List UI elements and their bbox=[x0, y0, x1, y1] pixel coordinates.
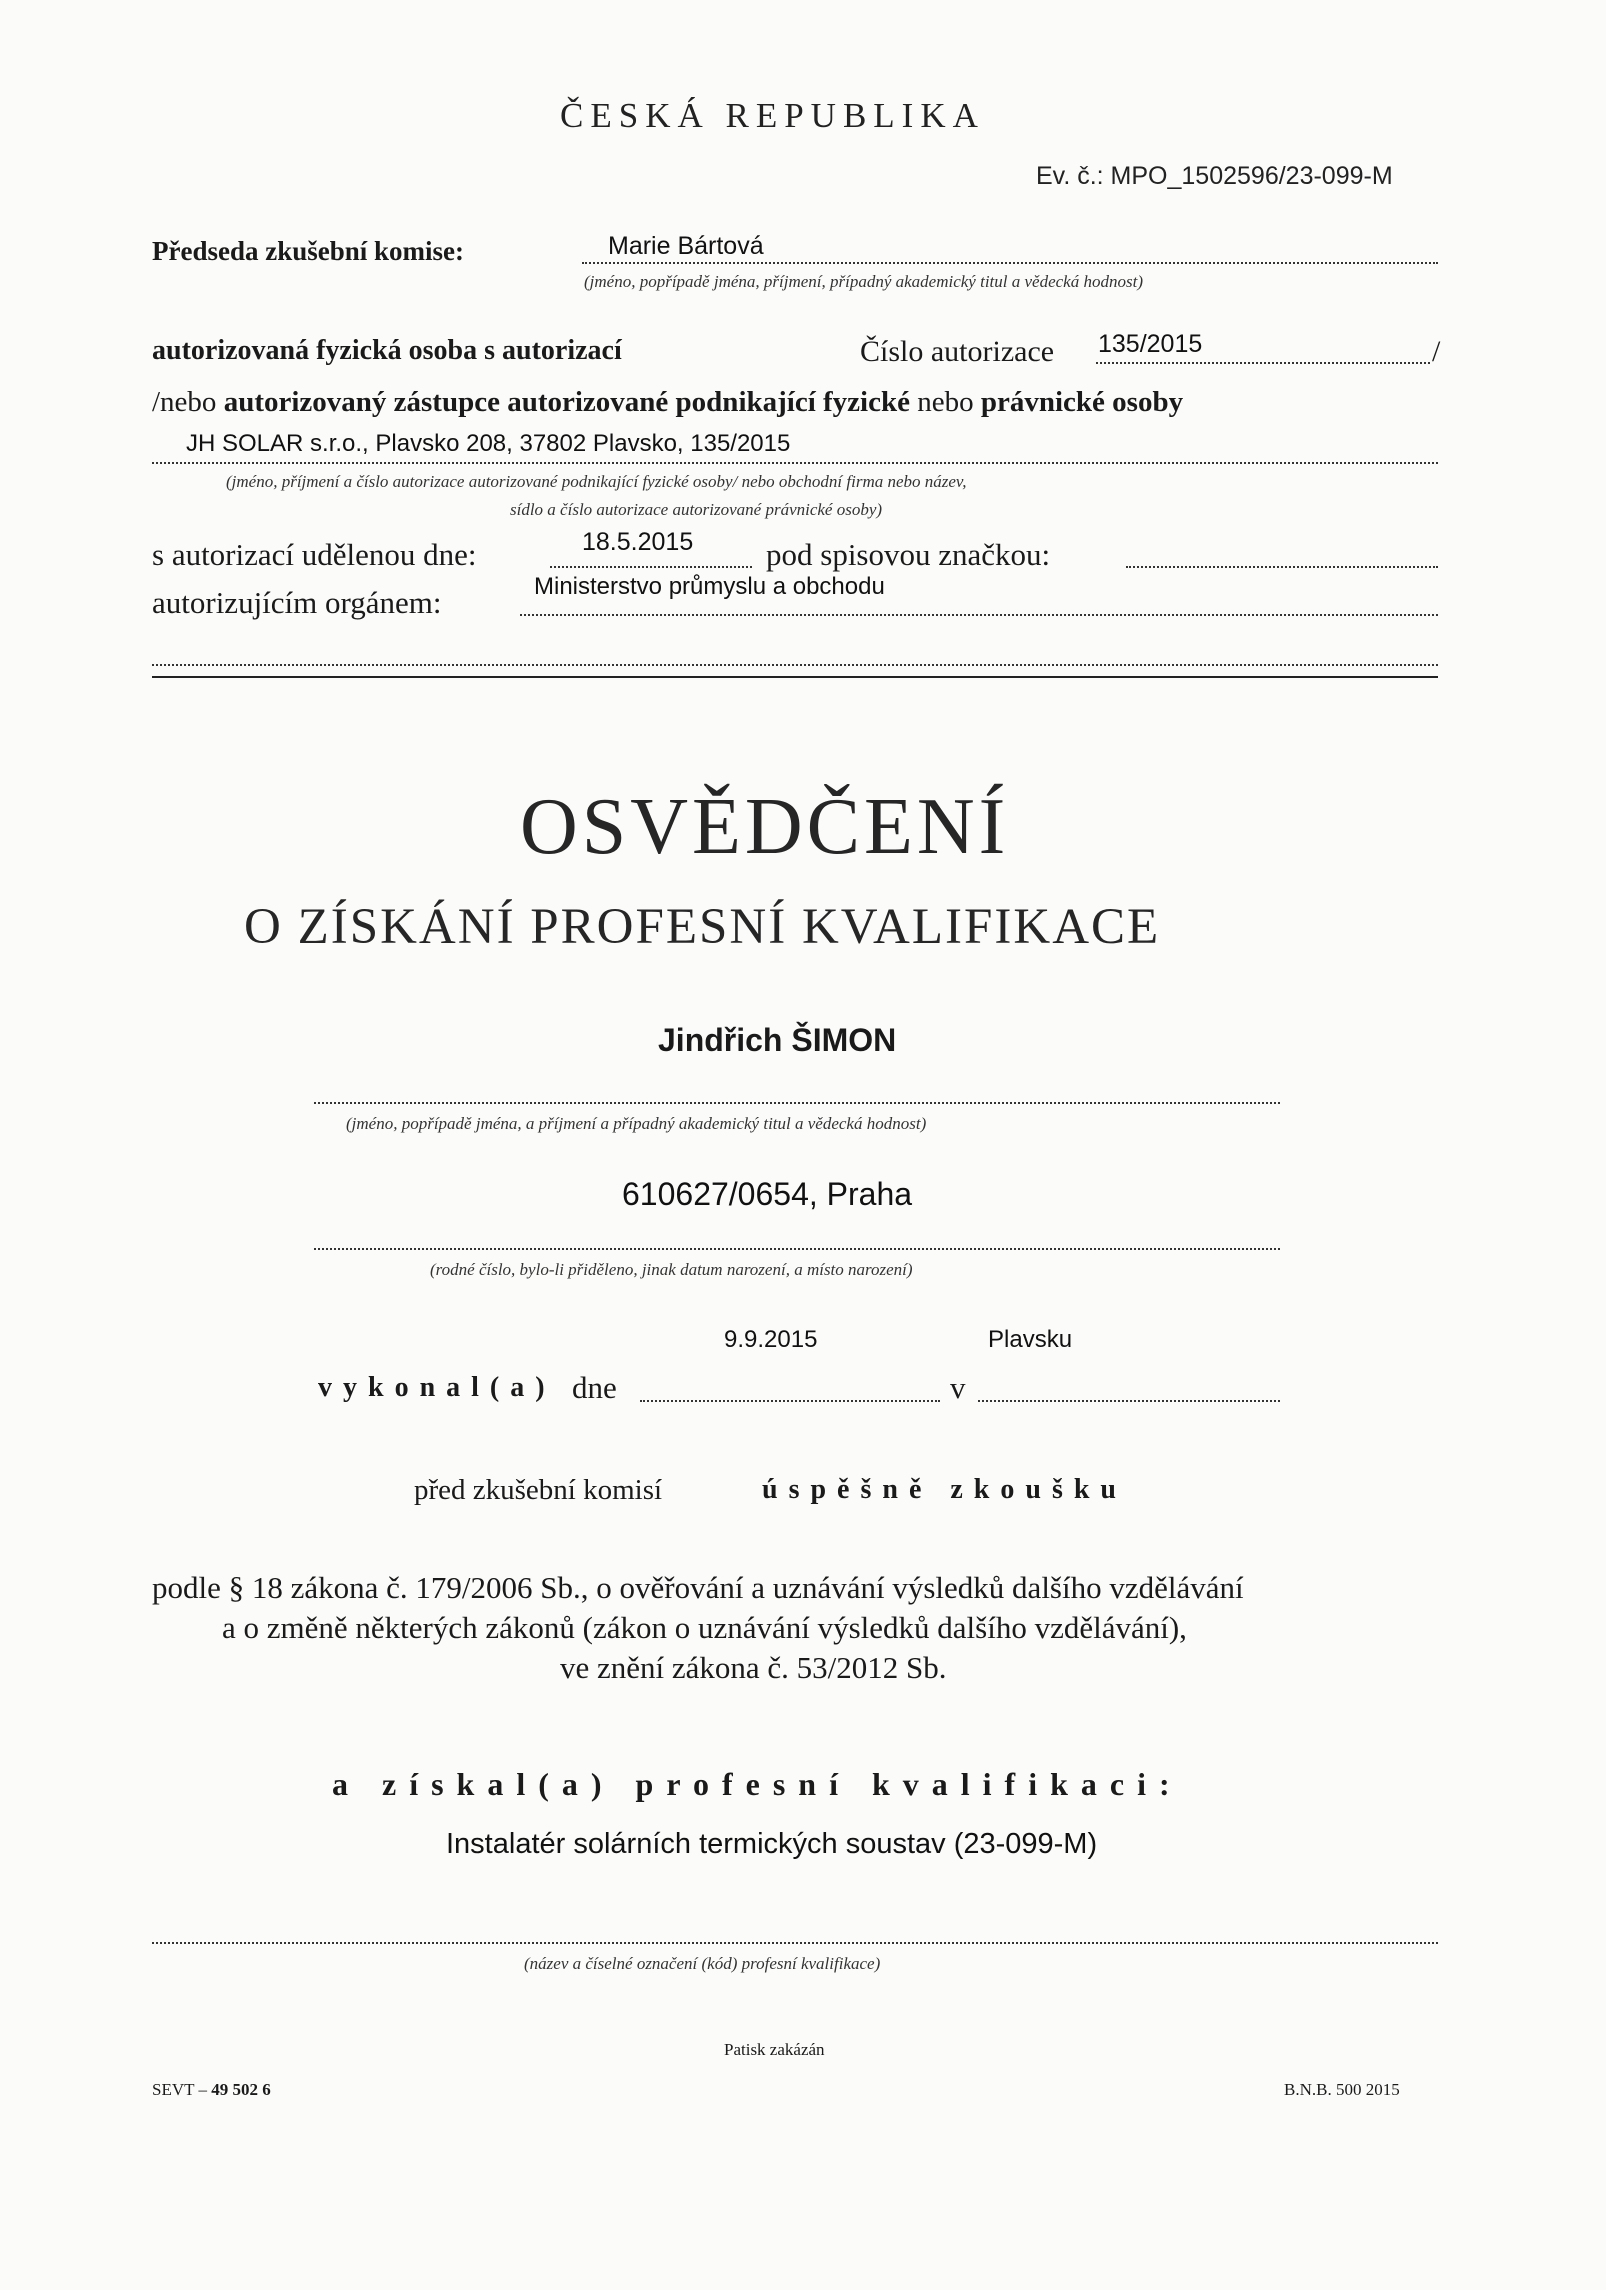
v-label: v bbox=[950, 1370, 966, 1405]
certificate-subtitle: O ZÍSKÁNÍ PROFESNÍ KVALIFIKACE bbox=[244, 899, 1161, 955]
company-note-2: sídlo a číslo autorizace autorizované právnické osoby) bbox=[510, 500, 883, 519]
authorization-number-label: Číslo autorizace bbox=[860, 335, 1055, 368]
law-line-1: podle § 18 zákona č. 179/2006 Sb., o ověřování a uznávání výsledků dalšího vzdělávání bbox=[152, 1570, 1244, 1605]
representative-bold-2: právnické osoby bbox=[980, 386, 1184, 418]
representative-bold-1: autorizovaný zástupce autorizované podnikající fyzické bbox=[223, 386, 910, 418]
granted-value: 18.5.2015 bbox=[582, 528, 694, 556]
holder-name: Jindřich ŠIMON bbox=[658, 1022, 897, 1058]
bnb-code: B.N.B. 500 2015 bbox=[1284, 2080, 1400, 2099]
authorization-number-line bbox=[1096, 362, 1430, 364]
reprint-notice: Patisk zakázán bbox=[724, 2040, 825, 2059]
qualification-line bbox=[152, 1942, 1438, 1944]
authorized-person-label: autorizovaná fyzická osoba s autorizací bbox=[152, 335, 622, 366]
committee-chair-line bbox=[582, 262, 1438, 264]
company-note-1: (jméno, příjmení a číslo autorizace autorizované podnikající fyzické osoby/ nebo obchodní firma nebo název, bbox=[226, 472, 967, 491]
representative-line bbox=[152, 386, 1183, 419]
authority-label: autorizujícím orgánem: bbox=[152, 585, 442, 620]
file-number-label: pod spisovou značkou: bbox=[766, 537, 1051, 572]
birth-line bbox=[314, 1248, 1280, 1250]
blank-dotted-line bbox=[152, 664, 1438, 666]
company-value: JH SOLAR s.r.o., Plavsko 208, 37802 Plavsko, 135/2015 bbox=[186, 430, 791, 457]
birth-value: 610627/0654, Praha bbox=[622, 1176, 913, 1212]
committee-chair-label: Předseda zkušební komise: bbox=[152, 236, 465, 266]
exam-place-line bbox=[978, 1400, 1280, 1402]
holder-line bbox=[314, 1102, 1280, 1104]
sevt-code bbox=[152, 2080, 271, 2100]
company-line bbox=[152, 462, 1438, 464]
representative-mid: nebo bbox=[917, 386, 974, 418]
header-separator bbox=[152, 676, 1438, 678]
certificate-title: OSVĚDČENÍ bbox=[520, 783, 1010, 871]
sevt-prefix: SEVT – bbox=[152, 2080, 207, 2099]
performed-label: vykonal(a) bbox=[318, 1372, 556, 1403]
representative-prefix: /nebo bbox=[152, 386, 217, 418]
country-heading: ČESKÁ REPUBLIKA bbox=[560, 96, 985, 135]
before-committee-label: před zkušební komisí bbox=[414, 1474, 663, 1506]
committee-chair-note: (jméno, popřípadě jména, příjmení, případný akademický titul a vědecká hodnost) bbox=[584, 272, 1143, 291]
holder-note: (jméno, popřípadě jména, a příjmení a případný akademický titul a vědecká hodnost) bbox=[346, 1114, 927, 1133]
law-line-3: ve znění zákona č. 53/2012 Sb. bbox=[560, 1650, 947, 1685]
committee-chair-value: Marie Bártová bbox=[608, 232, 764, 260]
qualification-value: Instalatér solárních termických soustav (23-099-M) bbox=[446, 1828, 1098, 1860]
qualification-note: (název a číselné označení (kód) profesní kvalifikace) bbox=[524, 1954, 881, 1973]
exam-date-value: 9.9.2015 bbox=[724, 1326, 818, 1353]
dne-label: dne bbox=[572, 1370, 617, 1405]
authorization-number-end: / bbox=[1432, 335, 1441, 368]
exam-date-line bbox=[640, 1400, 940, 1402]
success-label: úspěšně zkoušku bbox=[762, 1474, 1127, 1505]
evidence-number: Ev. č.: MPO_1502596/23-099-M bbox=[1036, 162, 1393, 190]
authority-line bbox=[520, 614, 1438, 616]
exam-place-value: Plavsku bbox=[988, 1326, 1073, 1353]
authorization-number-value: 135/2015 bbox=[1098, 330, 1203, 358]
file-number-line bbox=[1126, 566, 1438, 568]
sevt-number: 49 502 6 bbox=[211, 2080, 271, 2099]
obtained-label: a získal(a) profesní kvalifikaci: bbox=[332, 1766, 1183, 1802]
birth-note: (rodné číslo, bylo-li přiděleno, jinak datum narození, a místo narození) bbox=[430, 1260, 913, 1279]
authority-value: Ministerstvo průmyslu a obchodu bbox=[534, 573, 885, 600]
granted-label: s autorizací udělenou dne: bbox=[152, 537, 477, 572]
granted-line bbox=[550, 566, 752, 568]
law-line-2: a o změně některých zákonů (zákon o uznávání výsledků dalšího vzdělávání), bbox=[222, 1610, 1187, 1645]
